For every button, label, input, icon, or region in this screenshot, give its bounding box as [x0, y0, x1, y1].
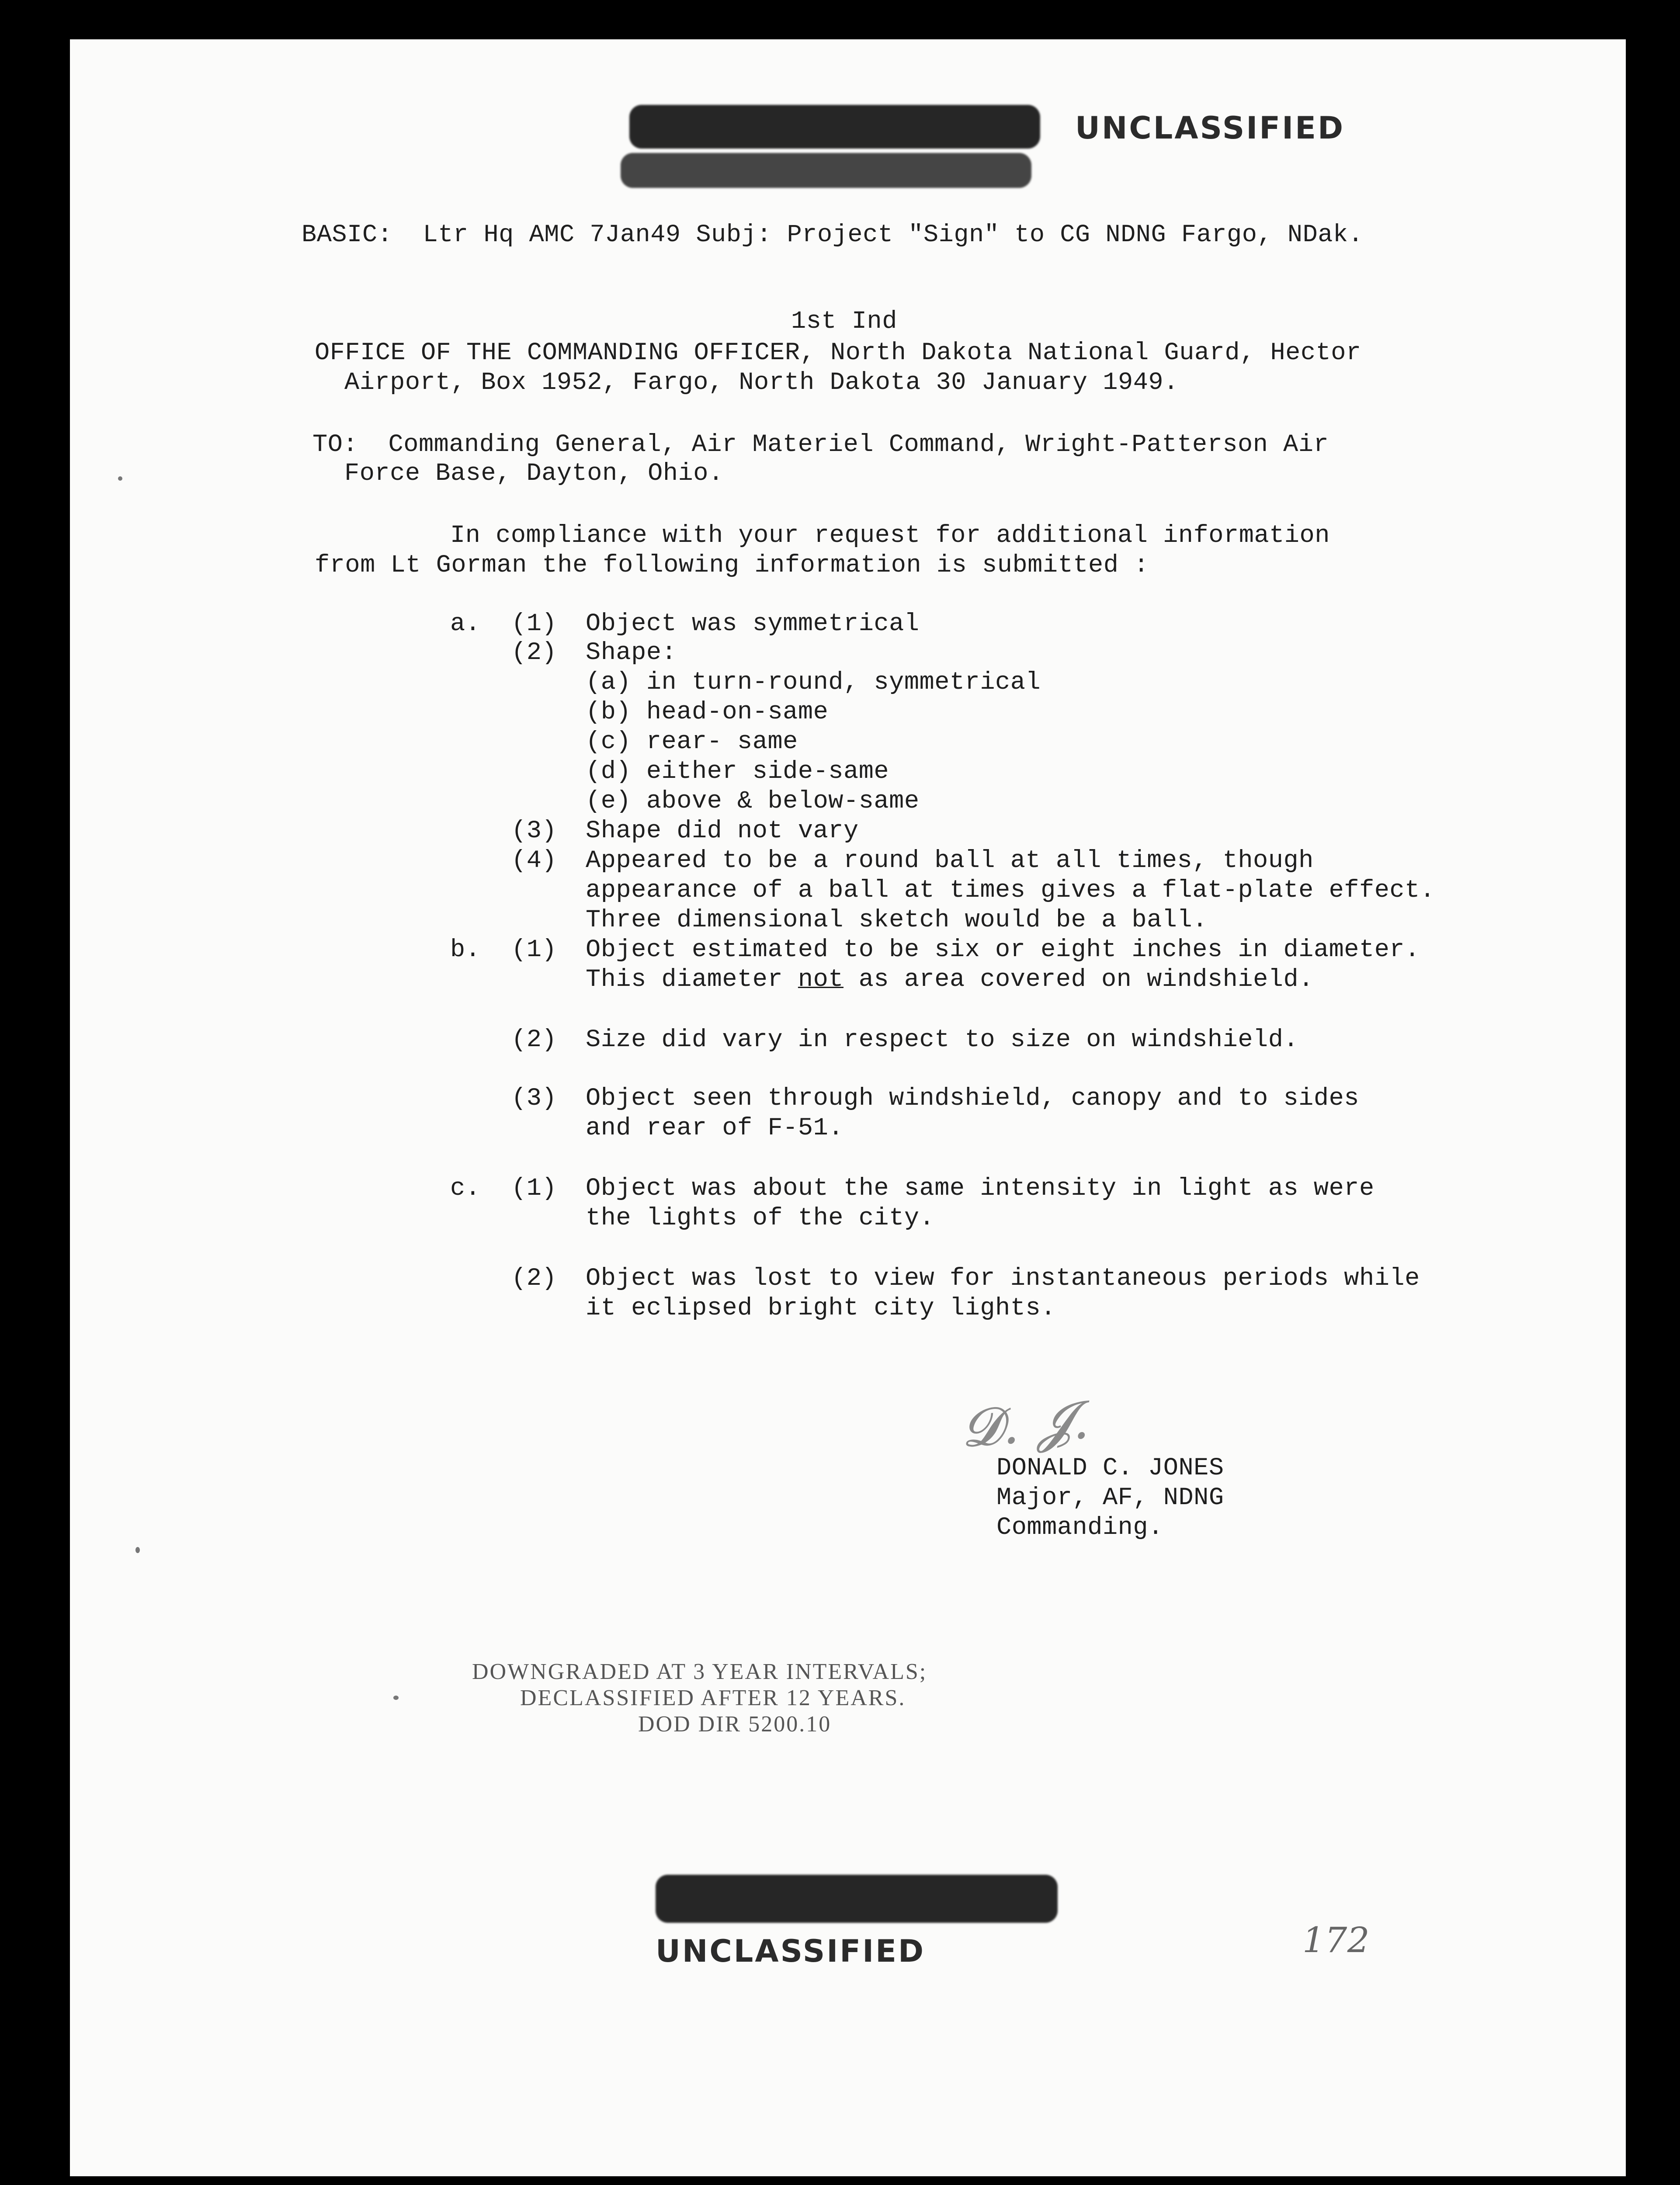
- handwritten-signature: 𝓓. 𝓙.: [959, 1389, 1091, 1460]
- item-a2d: (d) either side-same: [586, 758, 889, 786]
- item-a4-line-2: appearance of a ball at times gives a flat-plate effect.: [586, 877, 1435, 905]
- item-a3-text: Shape did not vary: [586, 817, 859, 845]
- item-b2-text: Size did vary in respect to size on windshield.: [586, 1026, 1299, 1054]
- item-b1-underlined-word: not: [798, 966, 844, 994]
- margin-speck: [135, 1547, 140, 1553]
- item-b1-number: (1): [511, 936, 557, 964]
- item-a4-line-3: Three dimensional sketch would be a ball.: [586, 906, 1208, 934]
- to-line-1: TO: Commanding General, Air Materiel Command, Wright-Patterson Air: [312, 431, 1329, 459]
- item-b-label: b.: [450, 936, 481, 964]
- item-b1-line-2: [586, 968, 1314, 992]
- margin-speck: [118, 476, 122, 481]
- item-b1-line-2-pre: This diameter: [586, 966, 798, 994]
- item-c2-number: (2): [511, 1265, 557, 1293]
- item-c1-number: (1): [511, 1175, 557, 1203]
- document-page: [70, 39, 1626, 2176]
- page-number: 172: [1302, 1920, 1370, 1960]
- item-c1-line-1: Object was about the same intensity in light as were: [586, 1175, 1375, 1203]
- item-a1-number: (1): [511, 610, 557, 638]
- item-a2a: (a) in turn-round, symmetrical: [586, 669, 1041, 697]
- signer-role: Commanding.: [996, 1514, 1163, 1542]
- classification-stamp-top: UNCLASSIFIED: [1075, 110, 1345, 146]
- item-c-label: c.: [450, 1175, 481, 1203]
- item-a3-number: (3): [511, 817, 557, 845]
- intro-line-2: from Lt Gorman the following information is submitted :: [315, 551, 1149, 579]
- to-line-2: Force Base, Dayton, Ohio.: [344, 460, 724, 488]
- item-a2-text: Shape:: [586, 639, 677, 667]
- item-b3-line-1: Object seen through windshield, canopy and to sides: [586, 1085, 1359, 1113]
- margin-speck: [393, 1696, 399, 1700]
- item-a2b: (b) head-on-same: [586, 698, 829, 726]
- redaction-bar-top: [629, 105, 1040, 149]
- item-a4-line-1: Appeared to be a round ball at all times, though: [586, 847, 1314, 875]
- redaction-bar-top-lower: [621, 153, 1031, 188]
- signer-rank: Major, AF, NDNG: [996, 1484, 1224, 1512]
- intro-line-1: In compliance with your request for additional information: [450, 522, 1330, 550]
- item-a2c: (c) rear- same: [586, 728, 798, 756]
- item-a2e: (e) above & below-same: [586, 787, 920, 815]
- office-line-1: OFFICE OF THE COMMANDING OFFICER, North Dakota National Guard, Hector: [315, 339, 1361, 367]
- basic-reference-line: BASIC: Ltr Hq AMC 7Jan49 Subj: Project "Sign" to CG NDNG Fargo, NDak.: [302, 221, 1364, 249]
- item-b2-number: (2): [511, 1026, 557, 1054]
- item-a-label: a.: [450, 610, 481, 638]
- item-a4-number: (4): [511, 847, 557, 875]
- item-b1-line-2-post: as area covered on windshield.: [843, 966, 1314, 994]
- downgrade-stamp-line-3: DOD DIR 5200.10: [638, 1712, 832, 1737]
- item-c2-line-1: Object was lost to view for instantaneous periods while: [586, 1265, 1420, 1293]
- redaction-bar-bottom: [656, 1875, 1058, 1923]
- downgrade-stamp-line-2: DECLASSIFIED AFTER 12 YEARS.: [520, 1686, 906, 1710]
- office-line-2: Airport, Box 1952, Fargo, North Dakota 30 January 1949.: [344, 369, 1179, 397]
- signer-name: DONALD C. JONES: [996, 1454, 1224, 1482]
- item-b3-number: (3): [511, 1085, 557, 1113]
- item-b1-line-1: Object estimated to be six or eight inches in diameter.: [586, 936, 1420, 964]
- indorsement-title: 1st Ind: [791, 308, 897, 336]
- classification-stamp-bottom: UNCLASSIFIED: [656, 1933, 926, 1969]
- item-c1-line-2: the lights of the city.: [586, 1204, 935, 1232]
- item-b3-line-2: and rear of F-51.: [586, 1114, 843, 1142]
- item-a2-number: (2): [511, 639, 557, 667]
- downgrade-stamp-line-1: DOWNGRADED AT 3 YEAR INTERVALS;: [472, 1659, 927, 1684]
- item-a1-text: Object was symmetrical: [586, 610, 920, 638]
- item-c2-line-2: it eclipsed bright city lights.: [586, 1294, 1056, 1322]
